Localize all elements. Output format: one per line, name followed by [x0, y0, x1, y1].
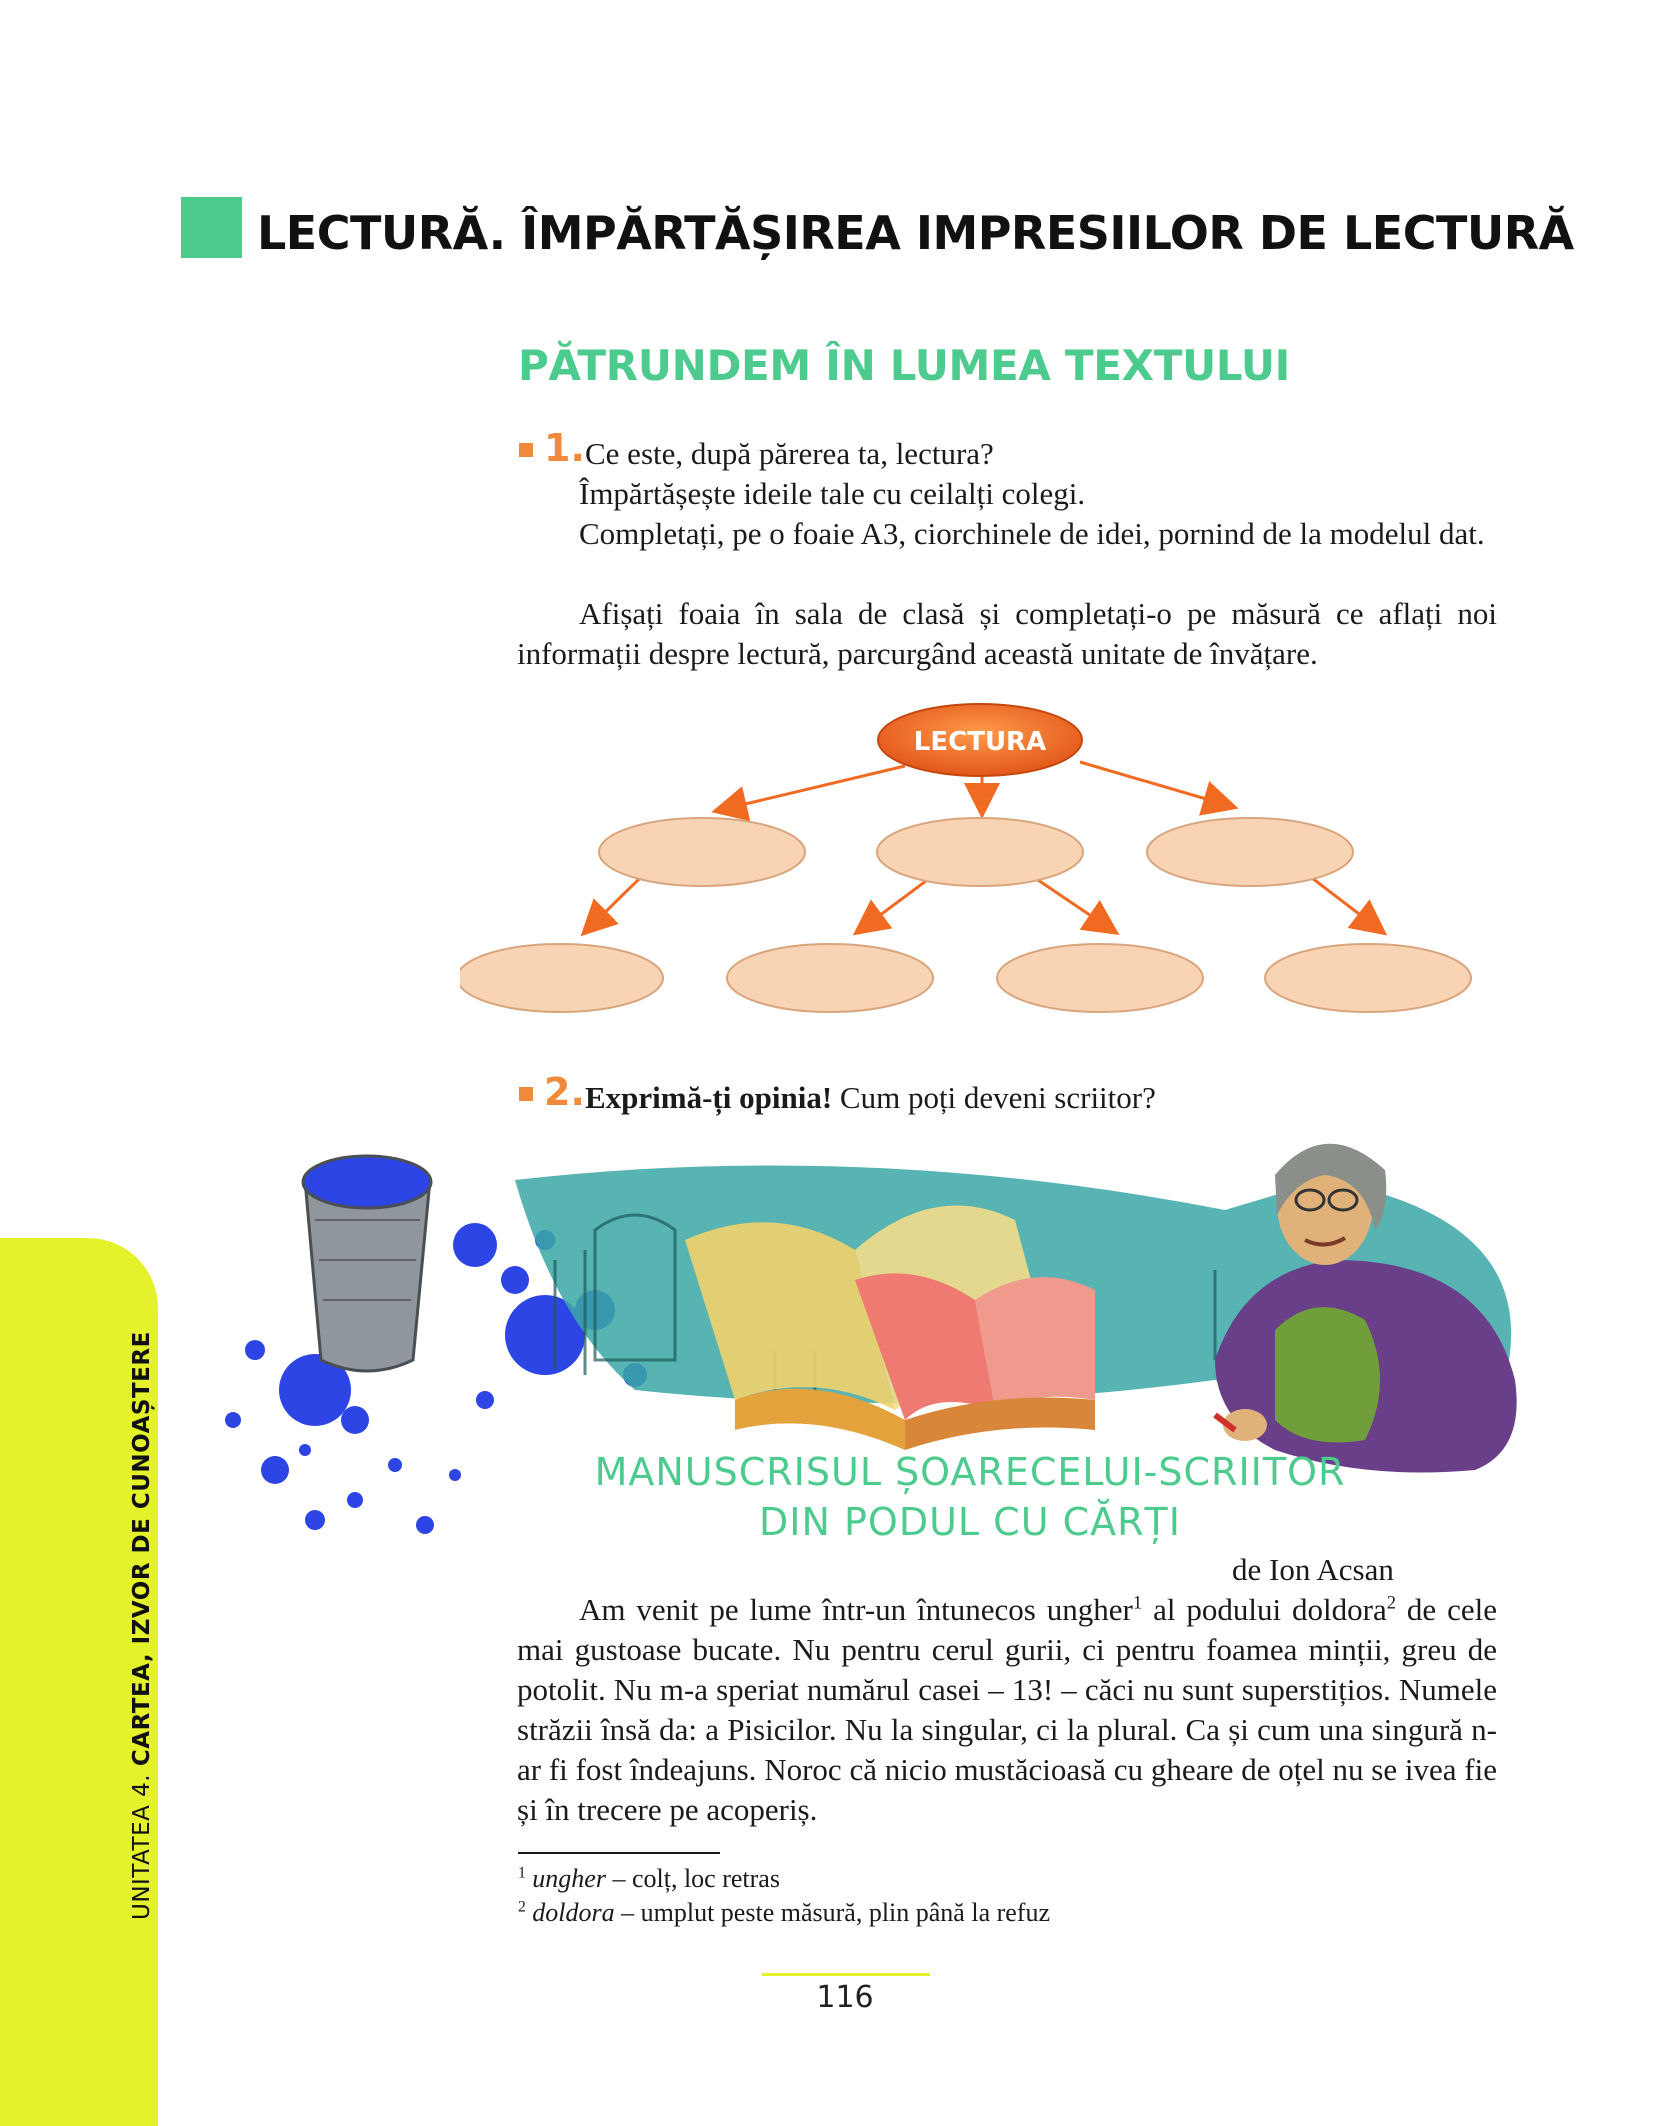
page-title: LECTURĂ. ÎMPĂRTĂȘIREA IMPRESIILOR DE LECTURĂ [257, 206, 1574, 260]
arrow [860, 878, 930, 930]
idea-cluster-diagram [460, 700, 1510, 1030]
story-title-line-2: DIN PODUL CU CĂRȚI [759, 1500, 1181, 1544]
arrow [587, 878, 640, 930]
footnote-1-term: ungher [532, 1864, 606, 1893]
idea-oval [1147, 818, 1353, 886]
center-label: LECTURA [913, 727, 1047, 757]
title-marker [181, 197, 242, 258]
story-text [517, 1590, 1497, 1830]
page-number-rule [762, 1973, 930, 1976]
arrow [1035, 878, 1112, 930]
footnote-1-mark: 1 [518, 1864, 526, 1882]
arrow [720, 766, 905, 810]
exercise-1-paragraph-2: Afișați foaia în sala de clasă și completați-o pe măsură ce aflați noi informații despre lectură, parcurgând această unitate de învățare. [517, 596, 1497, 671]
writer-figure [1215, 1144, 1517, 1473]
page-number: 116 [816, 1980, 874, 2015]
exercise-1-question: Ce este, după părerea ta, lectura? [585, 436, 994, 471]
unit-title: CARTEA, IZVOR DE CUNOAȘTERE [129, 1331, 155, 1767]
footnote-1-definition: – colț, loc retras [605, 1864, 780, 1893]
idea-oval [997, 944, 1203, 1012]
footnote-ref-1: 1 [1132, 1592, 1143, 1614]
story-text-part-1: Am venit pe lume într-un întunecos ungher [579, 1592, 1133, 1627]
idea-oval [877, 818, 1083, 886]
story-text-part-3: de cele mai gustoase bucate. Nu pentru cerul gurii, ci pentru foamea minții, greu de potolit. Nu m-a speriat numărul casei – 13! – căci nu sunt superstițios. Numele străzii însă da: a Pisicilor. Nu la singular, ci la plural. Ca și cum una singură n-ar fi fost îndeajuns. Noroc că nicio mustăcioasă cu gheare de oțel nu se ivea fie și în trecere pe acoperiș. [517, 1592, 1497, 1827]
story-author: de Ion Acsan [1232, 1552, 1394, 1587]
exercise-1-number: 1. [544, 426, 585, 470]
story-title-line-1: MANUSCRISUL ȘOARECELUI-SCRIITOR [594, 1450, 1346, 1494]
story-text-part-2: al podului doldora [1142, 1592, 1387, 1627]
arrow [1080, 762, 1230, 806]
footnote-ref-2: 2 [1386, 1592, 1397, 1614]
unit-number: UNITATEA 4. [129, 1773, 155, 1920]
idea-oval [1265, 944, 1471, 1012]
exercise-1-paragraph-1: Completați, pe o foaie A3, ciorchinele de idei, pornind de la modelul dat. [579, 516, 1485, 551]
thimble [303, 1156, 431, 1371]
footnote-2-mark: 2 [518, 1898, 526, 1916]
exercise-2-marker [519, 1087, 533, 1101]
unit-label [129, 1331, 155, 1920]
exercise-2-number: 2. [544, 1070, 585, 1114]
section-title: PĂTRUNDEM ÎN LUMEA TEXTULUI [518, 341, 1290, 390]
footnote-2-term: doldora [532, 1898, 615, 1927]
exercise-2-prompt [585, 1078, 1156, 1118]
footnote-1 [518, 1862, 780, 1896]
footnote-2-definition: – umplut peste măsură, plin până la refuz [614, 1898, 1051, 1927]
idea-oval [599, 818, 805, 886]
exercise-2-bold: Exprimă-ți opinia! [585, 1080, 833, 1115]
exercise-1-instruction: Împărtășește ideile tale cu ceilalți colegi. [579, 476, 1086, 511]
exercise-1-marker [519, 443, 533, 457]
exercise-2-question: Cum poți deveni scriitor? [832, 1080, 1156, 1115]
idea-oval [460, 944, 663, 1012]
footnote-2 [518, 1896, 1050, 1930]
idea-oval [727, 944, 933, 1012]
arrow [1312, 878, 1380, 930]
story-title [520, 1447, 1420, 1547]
footnote-divider [518, 1852, 720, 1854]
